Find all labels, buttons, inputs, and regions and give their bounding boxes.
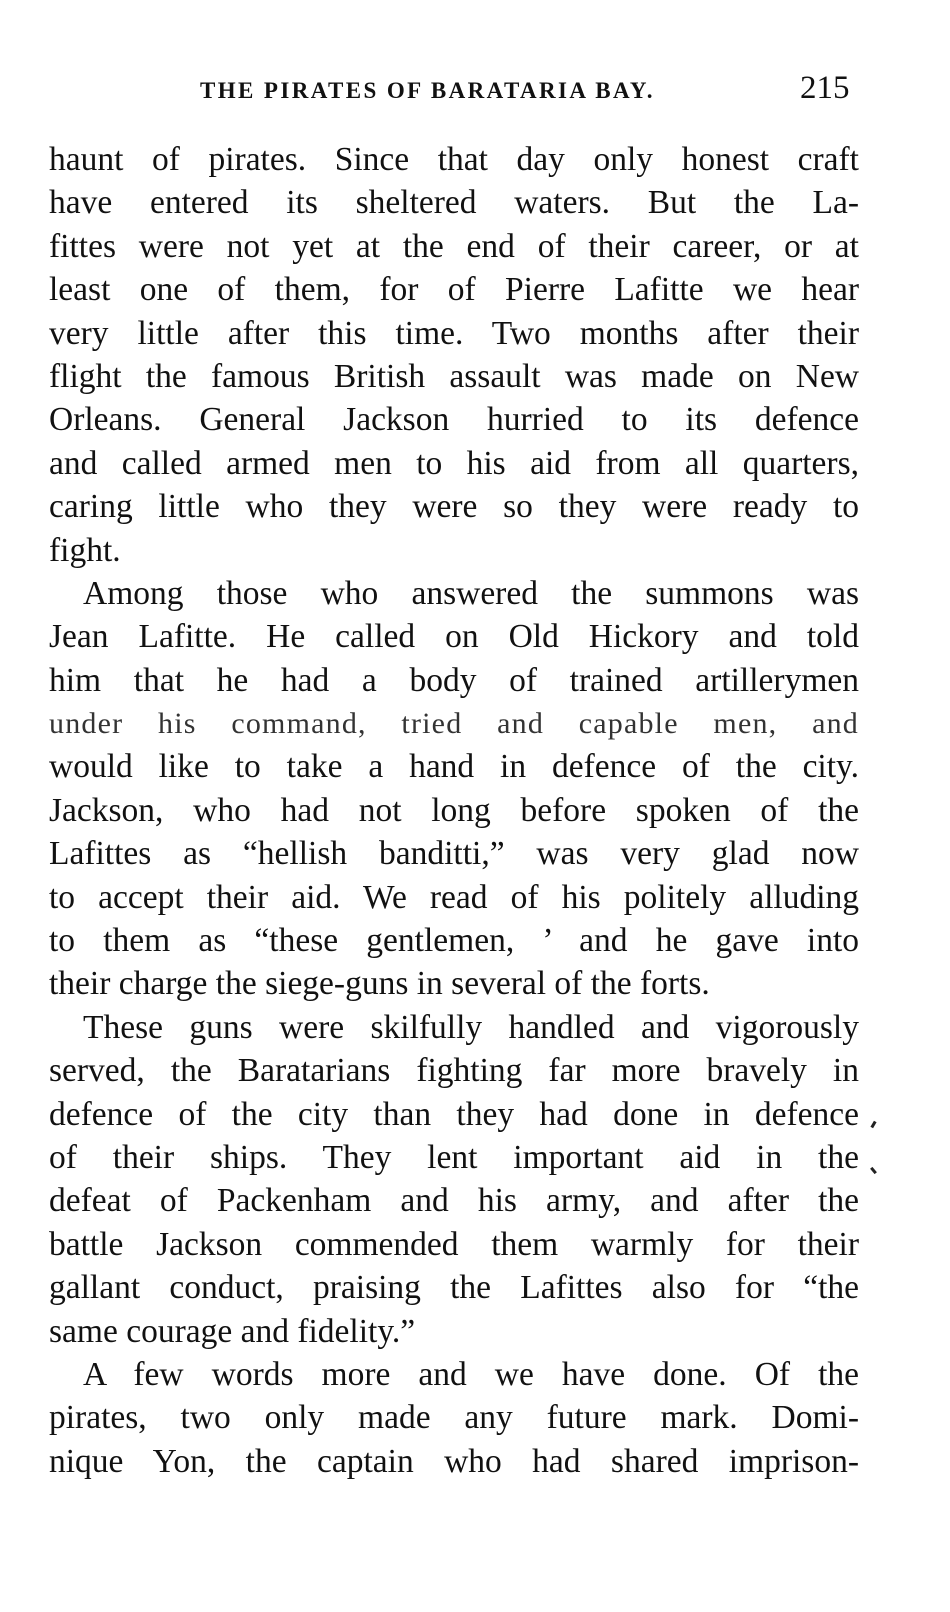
- text-line: Jean Lafitte. He called on Old Hickory and told: [49, 618, 859, 656]
- text-line: caring little who they were so they were ready to: [49, 488, 859, 526]
- text-line: defence of the city than they had done in defence: [49, 1095, 859, 1133]
- text-line: Jackson, who had not long before spoken of the: [49, 791, 859, 829]
- text-line: their charge the siege-guns in several of the forts.: [49, 965, 710, 1003]
- text-line: Lafittes as “hellish banditti,” was very glad now: [49, 835, 859, 873]
- text-line: pirates, two only made any future mark. Domi-: [49, 1399, 859, 1437]
- margin-mark: [870, 1167, 877, 1174]
- text-line: served, the Baratarians fighting far more bravely in: [49, 1052, 859, 1090]
- text-line: flight the famous British assault was made on New: [49, 357, 859, 395]
- text-line: him that he had a body of trained artillerymen: [49, 661, 859, 699]
- body-text: [49, 138, 859, 1483]
- text-line: haunt of pirates. Since that day only honest craft: [49, 141, 859, 178]
- running-title: THE PIRATES OF BARATARIA BAY.: [200, 78, 655, 103]
- text-line: would like to take a hand in defence of the city.: [49, 748, 859, 786]
- margin-mark: [870, 1121, 876, 1129]
- text-line: of their ships. They lent important aid in the: [49, 1138, 859, 1176]
- text-line: very little after this time. Two months after their: [49, 314, 859, 352]
- text-line: least one of them, for of Pierre Lafitte we hear: [49, 271, 859, 309]
- text-line: fight.: [49, 531, 121, 569]
- text-line: fittes were not yet at the end of their career, or at: [49, 227, 859, 265]
- page-number: 215: [800, 70, 850, 106]
- text-line: to accept their aid. We read of his politely alluding: [49, 878, 859, 916]
- text-line: Orleans. General Jackson hurried to its defence: [49, 401, 859, 439]
- text-line: gallant conduct, praising the Lafittes also for “the: [49, 1269, 859, 1307]
- text-line: and called armed men to his aid from all quarters,: [49, 444, 859, 482]
- text-line: to them as “these gentlemen, ’ and he gave into: [49, 922, 859, 960]
- text-line: These guns were skilfully handled and vigorously: [83, 1008, 859, 1046]
- text-line: Among those who answered the summons was: [83, 574, 859, 612]
- text-line: A few words more and we have done. Of the: [83, 1355, 859, 1393]
- text-line: battle Jackson commended them warmly for their: [49, 1225, 859, 1263]
- text-line: have entered its sheltered waters. But the La-: [49, 184, 859, 222]
- text-line: under his command, tried and capable men, and: [49, 707, 859, 741]
- text-line: nique Yon, the captain who had shared imprison-: [49, 1442, 859, 1480]
- text-line: defeat of Packenham and his army, and after the: [49, 1182, 859, 1220]
- text-line: same courage and fidelity.”: [49, 1312, 416, 1350]
